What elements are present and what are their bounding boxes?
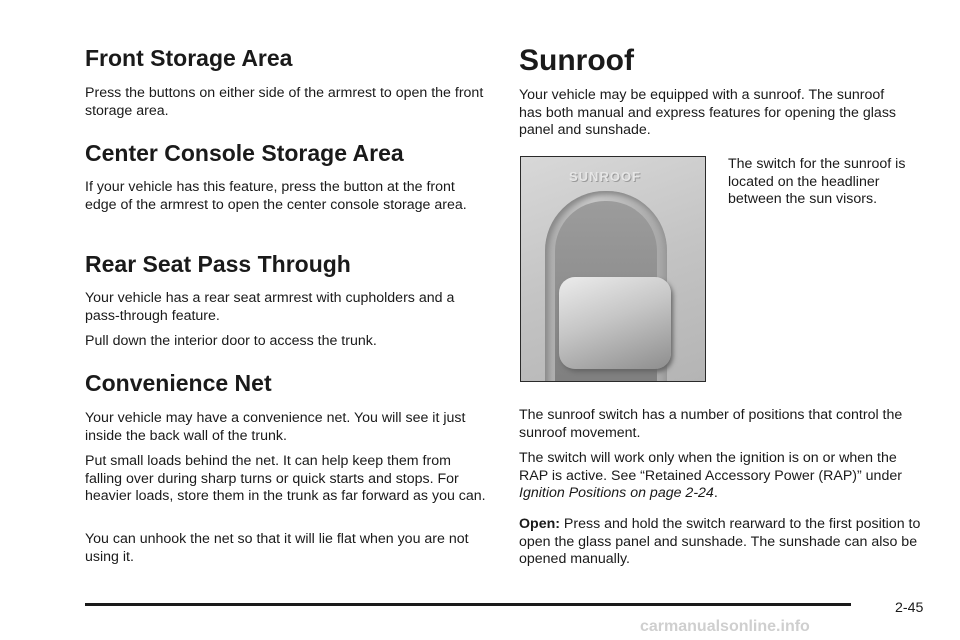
switch-knob [559, 277, 671, 369]
sunroof-heading: Sunroof [519, 44, 634, 77]
sunroof-switch-label: SUNROOF [569, 169, 641, 184]
rear-seat-paragraph-2: Pull down the interior door to access the trunk. [85, 333, 377, 349]
convenience-net-paragraph-1: Your vehicle may have a convenience net. You will see it just inside the back wall of the trunk. [85, 410, 466, 444]
open-label: Open: [519, 516, 560, 532]
watermark: carmanualsonline.info [640, 618, 810, 635]
sunroof-intro-paragraph: Your vehicle may be equipped with a sunroof. The sunroof has both manual and express features for opening the glass panel and sunshade. [519, 87, 897, 139]
convenience-net-paragraph-2: Put small loads behind the net. It can help keep them from falling over during sharp turns or quick starts and stops. For heavier loads, store them in the trunk as far forward as you can. [85, 453, 486, 505]
front-storage-paragraph: Press the buttons on either side of the armrest to open the front storage area. [85, 85, 484, 119]
footer-rule [85, 603, 851, 606]
open-text: Press and hold the switch rearward to the first position to open the glass panel and sunshade. The sunshade can also be opened manually. [519, 516, 921, 568]
convenience-net-heading: Convenience Net [85, 370, 272, 396]
ignition-positions-reference: Ignition Positions on page 2-24 [519, 485, 714, 502]
page-number: 2-45 [895, 600, 924, 616]
rear-seat-heading: Rear Seat Pass Through [85, 251, 351, 277]
center-console-heading: Center Console Storage Area [85, 140, 404, 166]
convenience-net-paragraph-3: You can unhook the net so that it will lie flat when you are not using it. [85, 531, 469, 565]
sunroof-positions-paragraph: The sunroof switch has a number of positions that control the sunroof movement. [519, 407, 903, 441]
ignition-text: The switch will work only when the ignition is on or when the RAP is active. See “Retained Accessory Power (RAP)” under [519, 450, 902, 484]
sunroof-photo-caption: The switch for the sunroof is located on the headliner between the sun visors. [728, 156, 906, 208]
ignition-text-end: . [713, 485, 718, 502]
sunroof-ignition-paragraph [519, 450, 919, 503]
center-console-paragraph: If your vehicle has this feature, press the button at the front edge of the armrest to open the center console storage area. [85, 179, 467, 213]
front-storage-heading: Front Storage Area [85, 45, 293, 71]
rear-seat-paragraph-1: Your vehicle has a rear seat armrest with cupholders and a pass-through feature. [85, 290, 455, 324]
sunroof-switch-photo [520, 156, 706, 382]
sunroof-open-paragraph [519, 516, 924, 569]
